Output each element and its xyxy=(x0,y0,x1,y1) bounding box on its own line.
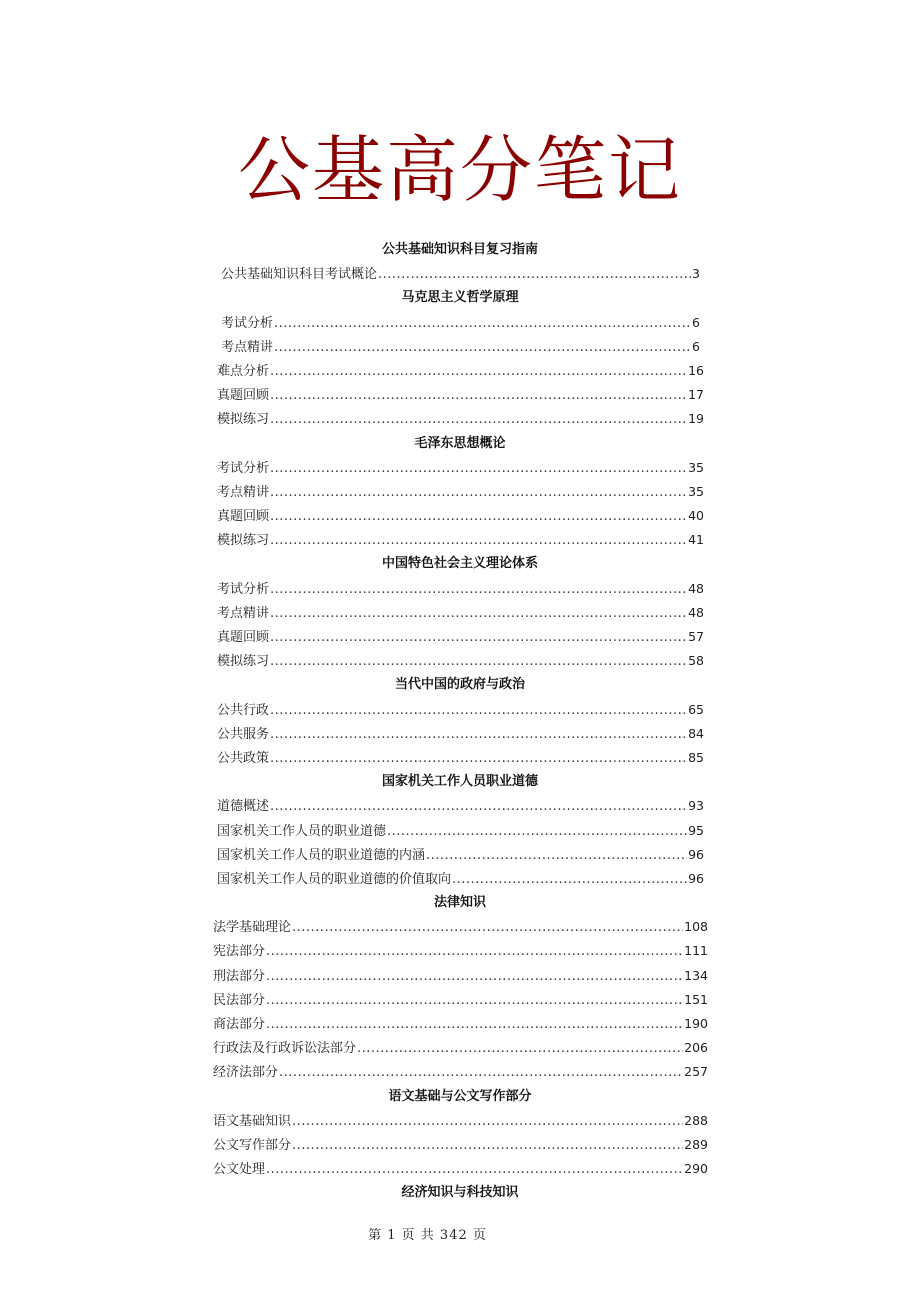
toc-entry[interactable] xyxy=(0,1133,708,1157)
toc-page-number: 289 xyxy=(684,1136,708,1152)
toc-entry[interactable] xyxy=(0,625,704,649)
toc-entry-label: 国家机关工作人员的职业道德的内涵 xyxy=(217,847,426,863)
toc-section-heading: 经济知识与科技知识 xyxy=(401,1185,519,1201)
toc-page-number: 17 xyxy=(688,387,704,403)
toc-section-heading: 国家机关工作人员职业道德 xyxy=(381,774,538,790)
toc-entry[interactable] xyxy=(0,988,708,1012)
toc-page-number: 6 xyxy=(692,314,700,330)
toc-dot-leader xyxy=(270,384,687,408)
toc-dot-leader xyxy=(270,795,687,819)
toc-section-heading: 毛泽东思想概论 xyxy=(414,435,506,451)
toc-dot-leader xyxy=(270,747,687,771)
toc-page-number: 288 xyxy=(684,1112,708,1128)
toc-entry[interactable] xyxy=(0,939,708,963)
toc-entry-label: 难点分析 xyxy=(217,363,270,379)
toc-page-number: 41 xyxy=(688,532,704,548)
toc-entry-label: 公文处理 xyxy=(213,1162,266,1178)
toc-page-number: 65 xyxy=(688,701,704,717)
toc-entry-label: 经济法部分 xyxy=(213,1065,279,1081)
toc-entry-label: 行政法及行政诉讼法部分 xyxy=(213,1041,357,1057)
toc-entry[interactable] xyxy=(0,722,704,746)
toc-entry-label: 模拟练习 xyxy=(217,533,270,549)
toc-entry[interactable] xyxy=(0,311,700,335)
toc-entry[interactable] xyxy=(0,1157,708,1181)
toc-page-number: 3 xyxy=(692,266,700,282)
toc-page-number: 111 xyxy=(684,943,708,959)
toc-dot-leader xyxy=(357,1037,683,1061)
toc-dot-leader xyxy=(279,1061,683,1085)
toc-page-number: 134 xyxy=(684,967,708,983)
toc-page-number: 290 xyxy=(684,1161,708,1177)
toc-page-number: 96 xyxy=(688,870,704,886)
toc-page-number: 16 xyxy=(688,362,704,378)
toc-dot-leader xyxy=(292,1134,683,1158)
toc-entry-label: 公文写作部分 xyxy=(213,1137,292,1153)
toc-entry-label: 法学基础理论 xyxy=(213,920,292,936)
toc-page-number: 19 xyxy=(688,411,704,427)
toc-section-heading: 语文基础与公文写作部分 xyxy=(388,1088,532,1104)
toc-entry[interactable] xyxy=(0,867,704,891)
toc-dot-leader xyxy=(266,1013,683,1037)
toc-entry-label: 考点精讲 xyxy=(217,605,270,621)
toc-entry-label: 考点精讲 xyxy=(217,484,270,500)
toc-entry-label: 公共行政 xyxy=(217,702,270,718)
toc-entry-label: 国家机关工作人员的职业道德的价值取向 xyxy=(217,871,452,887)
toc-dot-leader xyxy=(270,578,687,602)
toc-entry-label: 考点精讲 xyxy=(221,339,274,355)
toc-page-number: 48 xyxy=(688,604,704,620)
toc-entry-label: 考试分析 xyxy=(221,315,274,331)
toc-page-number: 206 xyxy=(684,1040,708,1056)
toc-entry[interactable] xyxy=(0,504,704,528)
toc-section-heading: 公共基础知识科目复习指南 xyxy=(381,242,538,257)
toc-page-number: 40 xyxy=(688,508,704,524)
toc-dot-leader xyxy=(270,481,687,505)
toc-entry[interactable] xyxy=(0,480,704,504)
toc-dot-leader xyxy=(378,263,691,287)
toc-entry-label: 考试分析 xyxy=(217,581,270,597)
toc-entry-label: 公共基础知识科目考试概论 xyxy=(221,267,378,283)
toc-dot-leader xyxy=(266,989,683,1013)
toc-entry[interactable] xyxy=(0,746,704,770)
toc-page-number: 58 xyxy=(688,653,704,669)
toc-entry-label: 模拟练习 xyxy=(217,412,270,428)
toc-dot-leader xyxy=(292,1110,683,1134)
toc-entry[interactable] xyxy=(0,819,704,843)
toc-entry[interactable] xyxy=(0,456,704,480)
toc-page-number: 35 xyxy=(688,483,704,499)
toc-dot-leader xyxy=(387,820,687,844)
toc-entry[interactable] xyxy=(0,1012,708,1036)
toc-dot-leader xyxy=(270,408,687,432)
toc-entry[interactable] xyxy=(0,964,708,988)
toc-entry-label: 商法部分 xyxy=(213,1017,266,1032)
toc-entry[interactable] xyxy=(0,407,704,431)
toc-dot-leader xyxy=(270,457,687,481)
toc-entry[interactable] xyxy=(0,915,708,939)
toc-dot-leader xyxy=(266,940,683,964)
toc-entry-label: 公共政策 xyxy=(217,750,270,766)
toc-page-number: 48 xyxy=(688,580,704,596)
toc-entry[interactable] xyxy=(0,335,700,359)
document-title: 公基高分笔记 xyxy=(237,128,682,212)
toc-section-heading: 法律知识 xyxy=(433,895,486,911)
toc-dot-leader xyxy=(274,336,691,360)
toc-dot-leader xyxy=(266,1158,683,1182)
table-of-contents xyxy=(0,238,920,1206)
toc-section-heading: 当代中国的政府与政治 xyxy=(394,677,525,693)
toc-entry-label: 民法部分 xyxy=(213,992,266,1008)
toc-entry[interactable] xyxy=(0,1036,708,1060)
toc-entry-label: 真题回顾 xyxy=(217,388,270,404)
toc-dot-leader xyxy=(270,505,687,529)
toc-dot-leader xyxy=(270,529,687,553)
toc-dot-leader xyxy=(452,868,687,892)
page-footer: 第 1 页 共 342 页 xyxy=(368,1228,487,1243)
toc-entry[interactable] xyxy=(0,649,704,673)
toc-dot-leader xyxy=(270,650,687,674)
toc-page-number: 95 xyxy=(688,822,704,838)
toc-entry[interactable] xyxy=(0,262,700,286)
toc-entry[interactable] xyxy=(0,601,704,625)
toc-entry[interactable] xyxy=(0,1109,708,1133)
toc-dot-leader xyxy=(270,626,687,650)
toc-page-number: 257 xyxy=(684,1064,708,1080)
toc-dot-leader xyxy=(426,844,687,868)
toc-entry-label: 真题回顾 xyxy=(217,509,270,525)
toc-entry[interactable] xyxy=(0,359,704,383)
toc-entry[interactable] xyxy=(0,843,704,867)
toc-page-number: 85 xyxy=(688,749,704,765)
toc-dot-leader xyxy=(266,965,683,989)
toc-page-number: 93 xyxy=(688,798,704,814)
toc-page-number: 35 xyxy=(688,459,704,475)
toc-entry-label: 语文基础知识 xyxy=(213,1113,292,1129)
toc-dot-leader xyxy=(270,602,687,626)
toc-dot-leader xyxy=(292,916,683,940)
toc-entry[interactable] xyxy=(0,383,704,407)
toc-page-number: 190 xyxy=(684,1016,708,1031)
toc-entry-label: 真题回顾 xyxy=(217,630,270,645)
toc-entry[interactable] xyxy=(0,698,704,722)
toc-dot-leader xyxy=(270,360,687,384)
toc-entry[interactable] xyxy=(0,528,704,552)
toc-dot-leader xyxy=(270,699,687,723)
toc-entry[interactable] xyxy=(0,794,704,818)
toc-page-number: 6 xyxy=(692,338,700,354)
toc-section-heading: 中国特色社会主义理论体系 xyxy=(381,556,538,572)
toc-page-number: 84 xyxy=(688,725,704,741)
toc-entry-label: 道德概述 xyxy=(217,799,270,815)
toc-entry-label: 公共服务 xyxy=(217,726,270,742)
toc-page-number: 96 xyxy=(688,846,704,862)
toc-entry-label: 模拟练习 xyxy=(217,654,270,670)
toc-dot-leader xyxy=(270,723,687,747)
toc-entry-label: 国家机关工作人员的职业道德 xyxy=(217,823,387,839)
toc-section-heading: 马克思主义哲学原理 xyxy=(401,290,519,306)
toc-page-number: 57 xyxy=(688,629,704,644)
toc-entry-label: 宪法部分 xyxy=(213,944,266,960)
toc-page-number: 108 xyxy=(684,919,708,935)
toc-dot-leader xyxy=(274,312,691,336)
toc-entry[interactable] xyxy=(0,1060,708,1084)
toc-entry-label: 考试分析 xyxy=(217,460,270,476)
toc-entry[interactable] xyxy=(0,577,704,601)
toc-page-number: 151 xyxy=(684,991,708,1007)
toc-entry-label: 刑法部分 xyxy=(213,968,266,984)
